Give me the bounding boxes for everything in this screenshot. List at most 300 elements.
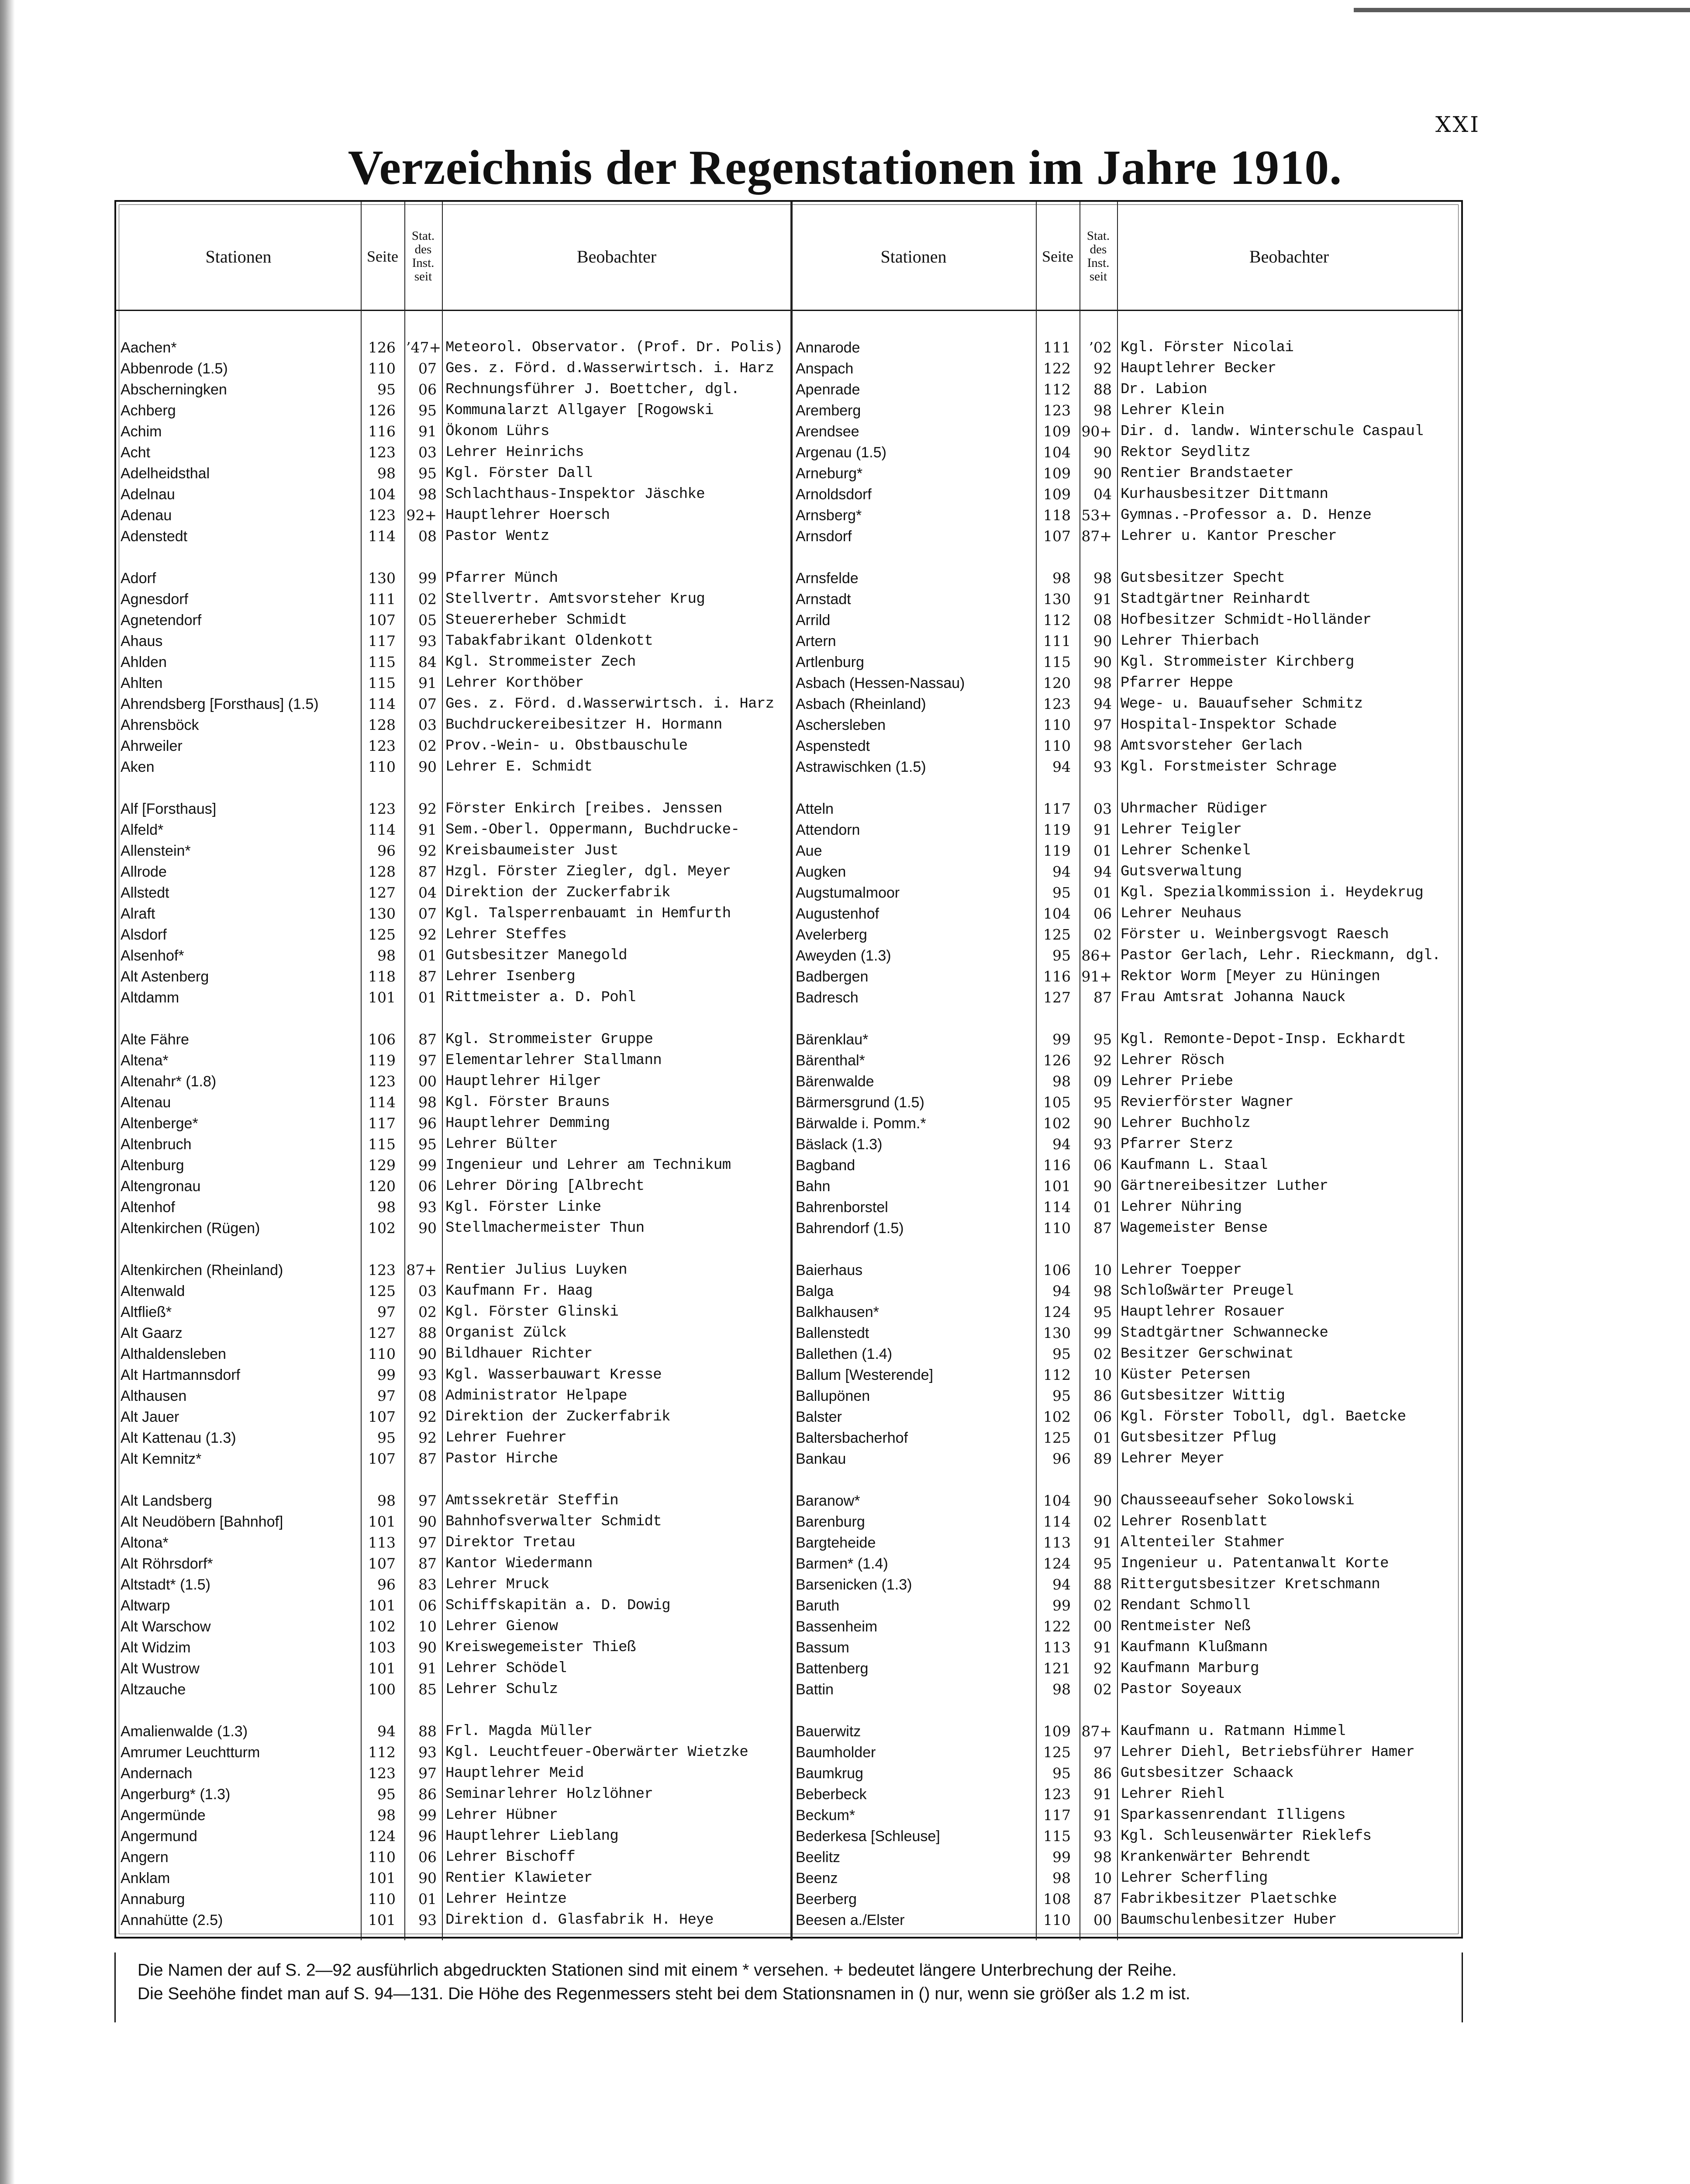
station-name: Agnesdorf (121, 591, 188, 608)
seite-value: 123 (368, 444, 396, 461)
beobachter-name: Lehrer u. Kantor Prescher (1121, 528, 1337, 545)
station-name: Bahrendorf (1.5) (796, 1220, 904, 1237)
beobachter-name: Gutsbesitzer Schaack (1121, 1765, 1294, 1782)
table-row (791, 400, 1461, 421)
since-value: 87 (418, 863, 437, 880)
since-value: 98 (418, 486, 437, 503)
since-value: 93 (418, 632, 437, 650)
since-value: 87 (1093, 1890, 1112, 1908)
table-row (791, 610, 1461, 631)
table-row (116, 358, 790, 379)
seite-value: 129 (368, 1157, 396, 1174)
spacer-row (116, 1469, 790, 1490)
table-row (791, 1805, 1461, 1826)
spacer-row (116, 547, 790, 568)
since-value: 01 (1093, 842, 1112, 859)
since-value: 91 (1093, 821, 1112, 838)
since-value: 06 (1093, 1157, 1112, 1174)
station-name: Badresch (796, 989, 859, 1006)
since-value: ’02 (1089, 339, 1112, 356)
beobachter-name: Wege- u. Bauaufseher Schmitz (1121, 696, 1363, 712)
header-stat-line1: Stat. (1086, 229, 1110, 243)
seite-value: 123 (368, 1765, 396, 1782)
table-row (116, 1805, 790, 1826)
seite-value: 117 (368, 632, 396, 650)
seite-value: 102 (368, 1618, 396, 1635)
station-name: Achim (121, 423, 162, 440)
beobachter-name: Administrator Helpape (445, 1388, 627, 1404)
table-row (116, 1029, 790, 1050)
beobachter-name: Hzgl. Förster Ziegler, dgl. Meyer (445, 864, 731, 880)
station-name: Alt Astenberg (121, 968, 209, 985)
beobachter-name: Kgl. Förster Toboll, dgl. Baetcke (1121, 1409, 1406, 1425)
spacer-row (116, 1008, 790, 1029)
station-name: Altenberge* (121, 1115, 198, 1132)
station-name: Aweyden (1.3) (796, 947, 891, 964)
seite-value: 101 (368, 1660, 396, 1677)
beobachter-name: Gutsverwaltung (1121, 864, 1242, 880)
seite-value: 107 (368, 612, 396, 629)
seite-value: 109 (1043, 1723, 1071, 1740)
beobachter-name: Rendant Schmoll (1121, 1597, 1251, 1614)
since-value: 01 (418, 947, 437, 964)
beobachter-name: Lehrer Buchholz (1121, 1115, 1251, 1132)
beobachter-name: Sem.-Oberl. Oppermann, Buchdrucke- (445, 822, 740, 838)
since-value: 01 (418, 989, 437, 1006)
seite-value: 123 (1043, 1786, 1071, 1803)
station-name: Altenwald (121, 1283, 185, 1299)
since-value: 09 (1093, 1073, 1112, 1090)
seite-value: 117 (368, 1115, 396, 1132)
station-name: Atteln (796, 801, 834, 817)
since-value: 98 (1093, 737, 1112, 754)
table-row (116, 694, 790, 715)
station-name: Ahlten (121, 675, 163, 691)
seite-value: 95 (1052, 1765, 1071, 1782)
seite-value: 110 (368, 758, 396, 775)
beobachter-name: Lehrer Mruck (445, 1576, 549, 1593)
beobachter-name: Lehrer Scherfling (1121, 1870, 1268, 1887)
beobachter-name: Lehrer Gienow (445, 1618, 558, 1635)
seite-value: 100 (368, 1681, 396, 1698)
table-row (791, 1490, 1461, 1511)
seite-value: 114 (368, 528, 396, 545)
table-row (791, 1511, 1461, 1532)
beobachter-name: Kreiswegemeister Thieß (445, 1639, 636, 1656)
station-name: Abbenrode (1.5) (121, 360, 228, 377)
scan-edge-left (0, 0, 15, 2184)
station-name: Bärwalde i. Pomm.* (796, 1115, 926, 1132)
seite-value: 98 (377, 465, 396, 482)
beobachter-name: Rentier Klawieter (445, 1870, 593, 1887)
since-value: 90 (418, 1870, 437, 1887)
since-value: 06 (418, 381, 437, 398)
table-row (116, 966, 790, 987)
seite-value: 126 (368, 402, 396, 419)
beobachter-name: Lehrer Schödel (445, 1660, 567, 1677)
seite-value: 118 (368, 968, 396, 985)
beobachter-name: Kgl. Wasserbauwart Kresse (445, 1367, 662, 1383)
seite-value: 119 (1043, 842, 1071, 859)
table-row (791, 1071, 1461, 1092)
beobachter-name: Lehrer Meyer (1121, 1451, 1224, 1467)
stations-table (114, 200, 1463, 1939)
since-value: 08 (1093, 612, 1112, 629)
beobachter-name: Lehrer Heinrichs (445, 444, 584, 461)
table-row (791, 1113, 1461, 1134)
since-value: 94 (1093, 695, 1112, 712)
beobachter-name: Hauptlehrer Lieblang (445, 1828, 619, 1845)
station-name: Altenau (121, 1094, 171, 1111)
seite-value: 113 (1043, 1534, 1071, 1551)
beobachter-name: Ökonom Lührs (445, 423, 549, 440)
station-name: Altenhof (121, 1199, 175, 1216)
since-value: 04 (1093, 486, 1112, 503)
table-row (791, 1910, 1461, 1931)
page-number: XXI (1435, 112, 1480, 137)
station-name: Balster (796, 1409, 842, 1425)
beobachter-name: Ges. z. Förd. d.Wasserwirtsch. i. Harz (445, 696, 774, 712)
station-name: Alt Gaarz (121, 1325, 183, 1341)
station-name: Augken (796, 864, 846, 880)
table-row (116, 1847, 790, 1868)
station-name: Annaburg (121, 1891, 185, 1908)
beobachter-name: Kgl. Förster Nicolai (1121, 339, 1294, 356)
seite-value: 98 (377, 1199, 396, 1216)
footnote (114, 1952, 1463, 2022)
seite-value: 110 (368, 1890, 396, 1908)
since-value: 97 (418, 1492, 437, 1509)
since-value: 10 (1093, 1366, 1112, 1383)
station-name: Alte Fähre (121, 1031, 189, 1048)
station-name: Agnetendorf (121, 612, 202, 629)
beobachter-name: Baumschulenbesitzer Huber (1121, 1912, 1337, 1928)
since-value: 53+ (1081, 507, 1112, 524)
since-value: 10 (418, 1618, 437, 1635)
station-name: Althaldensleben (121, 1346, 226, 1362)
since-value: 10 (1093, 1870, 1112, 1887)
beobachter-name: Kgl. Förster Glinski (445, 1304, 619, 1320)
station-name: Alt Röhrsdorf* (121, 1555, 213, 1572)
table-row (791, 1365, 1461, 1386)
station-name: Allrode (121, 864, 167, 880)
station-name: Asbach (Rheinland) (796, 696, 926, 712)
seite-value: 115 (1043, 1828, 1071, 1845)
table-row (791, 1344, 1461, 1365)
beobachter-name: Seminarlehrer Holzlöhner (445, 1786, 653, 1803)
since-value: 03 (418, 444, 437, 461)
table-row (791, 882, 1461, 903)
table-row (116, 1092, 790, 1113)
table-row (116, 903, 790, 924)
beobachter-name: Besitzer Gerschwinat (1121, 1346, 1294, 1362)
table-row (116, 924, 790, 945)
beobachter-name: Pfarrer Heppe (1121, 675, 1233, 691)
station-name: Beckum* (796, 1807, 855, 1824)
since-value: 98 (418, 1094, 437, 1111)
table-row (791, 1176, 1461, 1197)
beobachter-name: Stellmachermeister Thun (445, 1220, 645, 1237)
table-row (791, 924, 1461, 945)
beobachter-name: Kantor Wiedermann (445, 1555, 593, 1572)
station-name: Alfeld* (121, 822, 164, 838)
since-value: 07 (418, 905, 437, 922)
beobachter-name: Lehrer Toepper (1121, 1262, 1242, 1279)
seite-value: 110 (1043, 737, 1071, 754)
beobachter-name: Lehrer Heintze (445, 1891, 567, 1908)
seite-value: 96 (1052, 1450, 1071, 1467)
beobachter-name: Lehrer Schenkel (1121, 843, 1251, 859)
table-row (791, 1679, 1461, 1700)
since-value: ’47+ (406, 339, 441, 356)
table-row (116, 1826, 790, 1847)
seite-value: 114 (1043, 1199, 1071, 1216)
seite-value: 112 (1043, 1366, 1071, 1383)
seite-value: 98 (1052, 570, 1071, 587)
station-name: Altenkirchen (Rügen) (121, 1220, 260, 1237)
station-name: Adelnau (121, 486, 175, 503)
beobachter-name: Fabrikbesitzer Plaetschke (1121, 1891, 1337, 1908)
since-value: 96 (418, 1828, 437, 1845)
beobachter-name: Kgl. Leuchtfeuer-Oberwärter Wietzke (445, 1744, 748, 1761)
seite-value: 126 (1043, 1052, 1071, 1069)
table-row (791, 526, 1461, 547)
beobachter-name: Küster Petersen (1121, 1367, 1251, 1383)
table-row (791, 379, 1461, 400)
beobachter-name: Hauptlehrer Meid (445, 1765, 584, 1782)
beobachter-name: Elementarlehrer Stallmann (445, 1052, 662, 1069)
since-value: 99 (418, 1157, 437, 1174)
station-name: Anklam (121, 1870, 170, 1887)
beobachter-name: Dir. d. landw. Winterschule Caspaul (1121, 423, 1424, 440)
since-value: 02 (1093, 1513, 1112, 1530)
beobachter-name: Gärtnereibesitzer Luther (1121, 1178, 1328, 1195)
since-value: 08 (418, 528, 437, 545)
since-value: 97 (418, 1534, 437, 1551)
station-name: Astrawischken (1.5) (796, 759, 926, 775)
station-name: Ahaus (121, 633, 163, 650)
table-row (116, 819, 790, 840)
since-value: 08 (418, 1387, 437, 1404)
seite-value: 104 (1043, 1492, 1071, 1509)
table-row (791, 736, 1461, 757)
since-value: 93 (418, 1911, 437, 1928)
station-name: Bäslack (1.3) (796, 1136, 883, 1153)
seite-value: 128 (368, 716, 396, 733)
since-value: 92+ (406, 507, 437, 524)
station-name: Ahrendsberg [Forsthaus] (1.5) (121, 696, 319, 712)
table-row (791, 819, 1461, 840)
station-name: Annarode (796, 339, 860, 356)
beobachter-name: Kgl. Förster Dall (445, 465, 593, 482)
seite-value: 130 (368, 570, 396, 587)
beobachter-name: Gutsbesitzer Manegold (445, 947, 627, 964)
seite-value: 125 (1043, 1429, 1071, 1446)
beobachter-name: Steuererheber Schmidt (445, 612, 627, 629)
beobachter-name: Stellvertr. Amtsvorsteher Krug (445, 591, 705, 608)
spacer-row (791, 1008, 1461, 1029)
since-value: 92 (418, 842, 437, 859)
since-value: 00 (1093, 1618, 1112, 1635)
table-row (116, 715, 790, 736)
table-row (116, 1260, 790, 1281)
table-row (116, 1658, 790, 1679)
table-row (791, 484, 1461, 505)
station-name: Bärenklau* (796, 1031, 869, 1048)
beobachter-name: Lehrer E. Schmidt (445, 759, 593, 775)
spacer-row (791, 1469, 1461, 1490)
seite-value: 109 (1043, 486, 1071, 503)
seite-value: 114 (368, 821, 396, 838)
seite-value: 112 (368, 1744, 396, 1761)
table-row (791, 840, 1461, 861)
beobachter-name: Buchdruckereibesitzer H. Hormann (445, 717, 722, 733)
seite-value: 123 (368, 800, 396, 817)
beobachter-name: Kaufmann L. Staal (1121, 1157, 1268, 1174)
table-row (116, 400, 790, 421)
since-value: 02 (1093, 1681, 1112, 1698)
page-title: Verzeichnis der Regenstationen im Jahre 1910. (348, 141, 1342, 195)
spacer-row (116, 1239, 790, 1260)
beobachter-name: Lehrer Fuehrer (445, 1430, 567, 1446)
seite-value: 98 (1052, 1073, 1071, 1090)
seite-value: 101 (368, 1870, 396, 1887)
station-name: Battenberg (796, 1660, 869, 1677)
station-name: Amrumer Leuchtturm (121, 1744, 260, 1761)
since-value: 92 (418, 1408, 437, 1425)
seite-value: 115 (368, 674, 396, 691)
seite-value: 104 (1043, 444, 1071, 461)
station-name: Altenkirchen (Rheinland) (121, 1262, 283, 1279)
beobachter-name: Rittmeister a. D. Pohl (445, 989, 636, 1006)
seite-value: 95 (377, 1429, 396, 1446)
since-value: 02 (418, 591, 437, 608)
station-name: Allenstein* (121, 843, 191, 859)
since-value: 90+ (1081, 423, 1112, 440)
station-name: Bärmersgrund (1.5) (796, 1094, 924, 1111)
station-name: Altena* (121, 1052, 169, 1069)
seite-value: 94 (1052, 863, 1071, 880)
table-row (116, 631, 790, 652)
seite-value: 101 (1043, 1178, 1071, 1195)
table-row (791, 1386, 1461, 1406)
seite-value: 110 (1043, 1911, 1071, 1928)
table-row (116, 610, 790, 631)
table-row (791, 694, 1461, 715)
table-row (791, 652, 1461, 673)
table-row (116, 1868, 790, 1889)
since-value: 87 (418, 968, 437, 985)
table-row (791, 1847, 1461, 1868)
station-name: Allstedt (121, 885, 169, 901)
table-row (791, 1532, 1461, 1553)
header-stat-line3: Inst. (1087, 256, 1110, 270)
header-beobachter-right: Beobachter (1249, 246, 1329, 266)
beobachter-name: Kgl. Förster Brauns (445, 1094, 610, 1111)
since-value: 97 (418, 1765, 437, 1782)
seite-value: 95 (1052, 1387, 1071, 1404)
beobachter-name: Ingenieur u. Patentanwalt Korte (1121, 1555, 1389, 1572)
since-value: 06 (418, 1178, 437, 1195)
table-row (791, 1889, 1461, 1910)
station-name: Abscherningken (121, 381, 227, 398)
beobachter-name: Meteorol. Observator. (Prof. Dr. Polis) (445, 339, 783, 356)
station-name: Anspach (796, 360, 854, 377)
beobachter-name: Kreisbaumeister Just (445, 843, 619, 859)
station-name: Ballenstedt (796, 1325, 869, 1341)
seite-value: 125 (368, 926, 396, 943)
beobachter-name: Hospital-Inspektor Schade (1121, 717, 1337, 733)
beobachter-name: Lehrer Bischoff (445, 1849, 576, 1866)
beobachter-name: Rentmeister Neß (1121, 1618, 1251, 1635)
table-row (791, 903, 1461, 924)
beobachter-name: Pfarrer Sterz (1121, 1136, 1233, 1153)
seite-value: 108 (1043, 1890, 1071, 1908)
since-value: 95 (1093, 1094, 1112, 1111)
header-stat-line2: des (414, 242, 432, 256)
table-row (116, 589, 790, 610)
station-name: Baruth (796, 1597, 840, 1614)
station-name: Barmen* (1.4) (796, 1555, 888, 1572)
station-name: Achberg (121, 402, 176, 419)
station-name: Annahütte (2.5) (121, 1912, 223, 1928)
seite-value: 123 (1043, 695, 1071, 712)
table-row (116, 337, 790, 358)
station-name: Alsdorf (121, 926, 167, 943)
seite-value: 96 (377, 842, 396, 859)
since-value: 83 (418, 1576, 437, 1593)
station-name: Amalienwalde (1.3) (121, 1723, 248, 1740)
table-row (116, 1763, 790, 1784)
since-value: 87 (418, 1031, 437, 1048)
beobachter-name: Stadtgärtner Schwannecke (1121, 1325, 1328, 1341)
since-value: 99 (418, 570, 437, 587)
station-name: Beerberg (796, 1891, 857, 1908)
since-value: 03 (418, 1282, 437, 1299)
table-row (116, 798, 790, 819)
beobachter-name: Schiffskapitän a. D. Dowig (445, 1597, 670, 1614)
station-name: Barenburg (796, 1514, 865, 1530)
table-row (791, 337, 1461, 358)
beobachter-name: Kaufmann Fr. Haag (445, 1283, 593, 1299)
beobachter-name: Rentier Julius Luyken (445, 1262, 627, 1279)
station-name: Altstadt* (1.5) (121, 1576, 210, 1593)
since-value: 97 (418, 1052, 437, 1069)
table-row (791, 1658, 1461, 1679)
beobachter-name: Kommunalarzt Allgayer [Rogowski (445, 402, 714, 419)
station-name: Battin (796, 1681, 834, 1698)
station-name: Artern (796, 633, 836, 650)
table-row (791, 442, 1461, 463)
beobachter-name: Krankenwärter Behrendt (1121, 1849, 1311, 1866)
table-row (116, 1490, 790, 1511)
station-name: Adelheidsthal (121, 465, 210, 482)
table-row (791, 1302, 1461, 1323)
since-value: 87 (1093, 1220, 1112, 1237)
table-row (116, 1595, 790, 1616)
seite-value: 95 (1052, 884, 1071, 901)
header-stat-line4: seit (1089, 270, 1107, 283)
beobachter-name: Lehrer Isenberg (445, 968, 576, 985)
seite-value: 101 (368, 989, 396, 1006)
station-name: Bahn (796, 1178, 831, 1195)
station-name: Alf [Forsthaus] (121, 801, 217, 817)
station-name: Avelerberg (796, 926, 867, 943)
seite-value: 124 (1043, 1555, 1071, 1572)
seite-value: 111 (1043, 339, 1071, 356)
beobachter-name: Frl. Magda Müller (445, 1723, 593, 1740)
since-value: 92 (418, 1429, 437, 1446)
